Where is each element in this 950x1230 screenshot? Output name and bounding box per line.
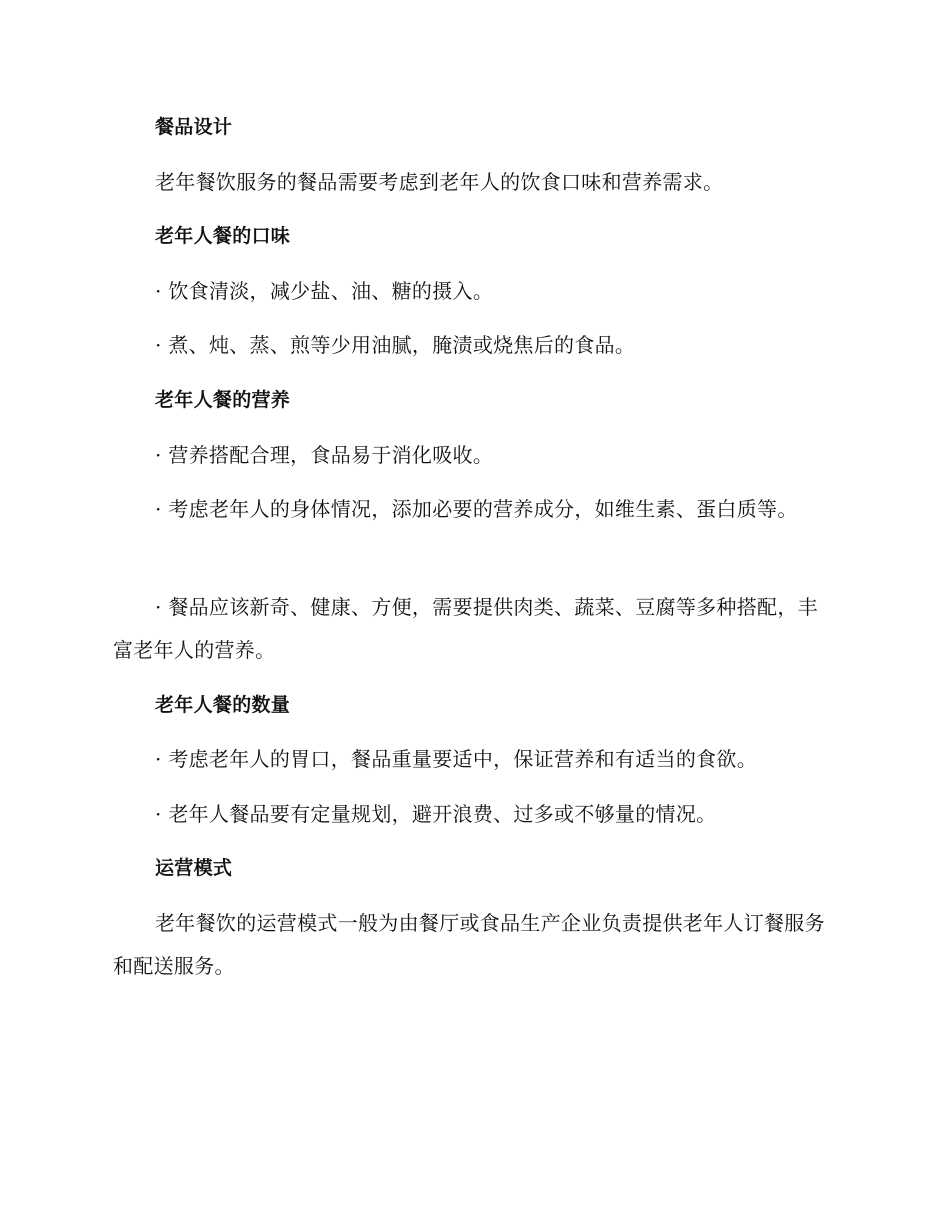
heading-operation: 运营模式 xyxy=(155,857,233,879)
quantity-item-2: · 老年人餐品要有定量规划，避开浪费、过多或不够量的情况。 xyxy=(155,802,717,826)
nutrition-item-2: · 考虑老年人的身体情况，添加必要的营养成分，如维生素、蛋白质等。 xyxy=(155,497,798,521)
heading-quantity: 老年人餐的数量 xyxy=(155,694,291,716)
quantity-item-1: · 考虑老年人的胃口，餐品重量要适中，保证营养和有适当的食欲。 xyxy=(155,747,758,771)
intro-paragraph: 老年餐饮服务的餐品需要考虑到老年人的饮食口味和营养需求。 xyxy=(155,170,724,194)
heading-nutrition: 老年人餐的营养 xyxy=(155,389,291,411)
section-heading-meal-design: 餐品设计 xyxy=(155,116,233,138)
heading-taste: 老年人餐的口味 xyxy=(155,225,291,247)
operation-paragraph: 老年餐饮的运营模式一般为由餐厅或食品生产企业负责提供老年人订餐服务和配送服务。 xyxy=(113,911,825,978)
nutrition-item-1: · 营养搭配合理，食品易于消化吸收。 xyxy=(155,443,494,467)
nutrition-item-3: · 餐品应该新奇、健康、方便，需要提供肉类、蔬菜、豆腐等多种搭配，丰富老年人的营养。 xyxy=(113,595,818,662)
taste-item-2: · 煮、炖、蒸、煎等少用油腻，腌渍或烧焦后的食品。 xyxy=(155,333,636,357)
taste-item-1: · 饮食清淡，减少盐、油、糖的摄入。 xyxy=(155,279,494,303)
